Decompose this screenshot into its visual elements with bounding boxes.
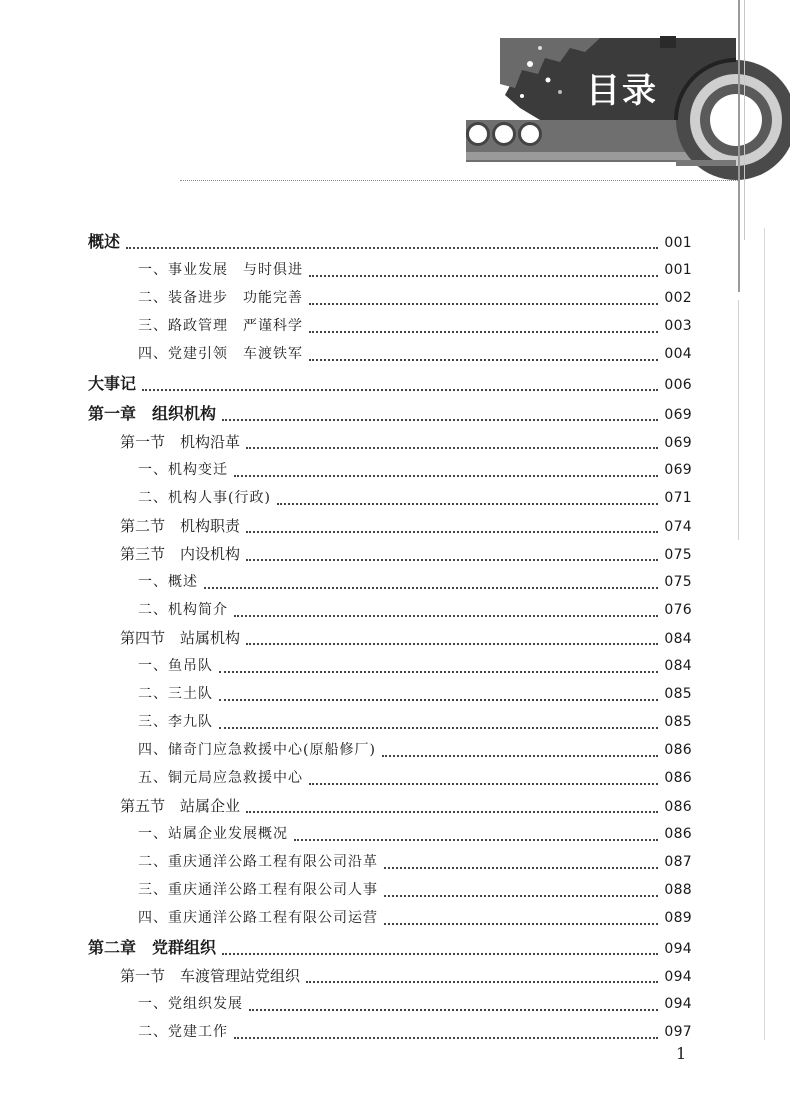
toc-entry[interactable] bbox=[138, 990, 692, 1018]
dot-leader bbox=[234, 475, 658, 477]
dot-leader bbox=[204, 587, 658, 589]
toc-entry-label: 一、党组织发展 bbox=[138, 996, 243, 1012]
toc-entry-label: 一、事业发展 与时俱进 bbox=[138, 262, 303, 278]
dot-leader bbox=[306, 981, 658, 983]
toc-entry[interactable] bbox=[120, 624, 692, 652]
toc-entry[interactable] bbox=[138, 312, 692, 340]
toc-entry-page: 074 bbox=[664, 519, 692, 535]
toc-entry-label: 一、站属企业发展概况 bbox=[138, 826, 288, 842]
toc-entry-page: 069 bbox=[664, 435, 692, 451]
dot-leader bbox=[384, 867, 658, 869]
page-number: 1 bbox=[676, 1044, 687, 1063]
toc-entry-page: 006 bbox=[664, 377, 692, 393]
toc-entry-page: 097 bbox=[664, 1024, 692, 1040]
dot-leader bbox=[246, 531, 658, 533]
toc-entry[interactable] bbox=[138, 736, 692, 764]
toc-entry[interactable] bbox=[138, 820, 692, 848]
circle-icon bbox=[466, 122, 490, 146]
toc-entry-page: 084 bbox=[664, 631, 692, 647]
toc-entry-page: 086 bbox=[664, 742, 692, 758]
dot-leader bbox=[249, 1009, 658, 1011]
dot-leader bbox=[309, 783, 658, 785]
toc-entry-label: 第一节 车渡管理站党组织 bbox=[120, 967, 301, 985]
dot-leader bbox=[126, 247, 658, 249]
dot-leader bbox=[277, 503, 658, 505]
margin-rule bbox=[738, 300, 739, 540]
dot-leader bbox=[294, 839, 658, 841]
dot-leader bbox=[219, 727, 658, 729]
toc-entry[interactable] bbox=[88, 228, 692, 256]
toc-entry[interactable] bbox=[138, 256, 692, 284]
toc-entry[interactable] bbox=[138, 764, 692, 792]
toc-entry[interactable] bbox=[120, 962, 692, 990]
toc-entry-page: 069 bbox=[664, 462, 692, 478]
dot-leader bbox=[309, 359, 658, 361]
toc-entry-label: 四、重庆通洋公路工程有限公司运营 bbox=[138, 910, 378, 926]
dot-leader bbox=[246, 559, 658, 561]
toc-entry-page: 089 bbox=[664, 910, 692, 926]
toc-entry[interactable] bbox=[138, 456, 692, 484]
dot-leader bbox=[384, 895, 658, 897]
toc-entry-page: 088 bbox=[664, 882, 692, 898]
toc-entry-page: 094 bbox=[664, 969, 692, 985]
toc-entry[interactable] bbox=[138, 904, 692, 932]
toc-entry[interactable] bbox=[138, 680, 692, 708]
toc-entry-label: 一、鱼吊队 bbox=[138, 658, 213, 674]
toc-entry[interactable] bbox=[138, 340, 692, 368]
decorative-circles bbox=[466, 122, 542, 146]
toc-entry-page: 087 bbox=[664, 854, 692, 870]
toc-entry-label: 二、装备进步 功能完善 bbox=[138, 290, 303, 306]
toc-entry[interactable] bbox=[88, 370, 692, 398]
dot-leader bbox=[309, 275, 658, 277]
header-graphic bbox=[0, 0, 790, 240]
page-title: 目录 bbox=[586, 71, 658, 111]
toc-entry-page: 069 bbox=[664, 407, 692, 423]
dot-leader bbox=[309, 331, 658, 333]
toc-entry-label: 一、概述 bbox=[138, 574, 198, 590]
toc-entry[interactable] bbox=[138, 848, 692, 876]
toc-entry-page: 075 bbox=[664, 574, 692, 590]
margin-rule bbox=[764, 228, 765, 1040]
toc-entry-page: 086 bbox=[664, 826, 692, 842]
toc-entry-label: 二、党建工作 bbox=[138, 1024, 228, 1040]
toc-entry-label: 第一节 机构沿革 bbox=[120, 433, 241, 451]
toc-entry-label: 第一章 组织机构 bbox=[88, 404, 217, 423]
dot-leader bbox=[219, 699, 658, 701]
toc-entry-label: 一、机构变迁 bbox=[138, 462, 228, 478]
toc-entry-label: 第二节 机构职责 bbox=[120, 517, 241, 535]
header-decoration bbox=[0, 0, 790, 240]
toc-entry[interactable] bbox=[138, 284, 692, 312]
toc-entry-page: 086 bbox=[664, 799, 692, 815]
toc-entry-page: 084 bbox=[664, 658, 692, 674]
toc-entry-label: 二、机构人事(行政) bbox=[138, 490, 271, 506]
toc-entry[interactable] bbox=[138, 708, 692, 736]
dot-leader bbox=[222, 419, 658, 421]
toc-entry[interactable] bbox=[120, 792, 692, 820]
dot-leader bbox=[234, 615, 658, 617]
toc-entry-label: 四、党建引领 车渡铁军 bbox=[138, 346, 303, 362]
toc-entry-label: 第二章 党群组织 bbox=[88, 938, 217, 957]
toc-entry-page: 002 bbox=[664, 290, 692, 306]
toc-entry[interactable] bbox=[88, 934, 692, 962]
toc-entry-label: 第四节 站属机构 bbox=[120, 629, 241, 647]
toc-entry-label: 概述 bbox=[88, 232, 121, 251]
toc-entry-page: 001 bbox=[664, 262, 692, 278]
toc-entry[interactable] bbox=[138, 596, 692, 624]
toc-entry-label: 三、李九队 bbox=[138, 714, 213, 730]
dot-leader bbox=[234, 1037, 658, 1039]
toc-entry-label: 五、铜元局应急救援中心 bbox=[138, 770, 303, 786]
toc-entry[interactable] bbox=[138, 1018, 692, 1046]
dot-leader bbox=[246, 447, 658, 449]
toc-entry-label: 三、重庆通洋公路工程有限公司人事 bbox=[138, 882, 378, 898]
header-divider bbox=[180, 180, 740, 181]
dot-leader bbox=[219, 671, 658, 673]
toc-entry[interactable] bbox=[138, 652, 692, 680]
toc-entry[interactable] bbox=[120, 512, 692, 540]
toc-entry-page: 085 bbox=[664, 714, 692, 730]
toc-entry-label: 二、机构简介 bbox=[138, 602, 228, 618]
toc-entry[interactable] bbox=[120, 540, 692, 568]
dot-leader bbox=[222, 953, 658, 955]
toc-entry-label: 二、重庆通洋公路工程有限公司沿革 bbox=[138, 854, 378, 870]
toc-entry-page: 086 bbox=[664, 770, 692, 786]
toc-entry[interactable] bbox=[88, 400, 692, 428]
toc-entry-page: 076 bbox=[664, 602, 692, 618]
toc-entry[interactable] bbox=[138, 484, 692, 512]
toc-entry[interactable] bbox=[138, 568, 692, 596]
toc-entry[interactable] bbox=[120, 428, 692, 456]
toc-entry-page: 001 bbox=[664, 235, 692, 251]
toc-entry-label: 第三节 内设机构 bbox=[120, 545, 241, 563]
dot-leader bbox=[246, 811, 658, 813]
toc-entry-label: 大事记 bbox=[88, 374, 137, 393]
toc-entry-label: 三、路政管理 严谨科学 bbox=[138, 318, 303, 334]
toc-entry-label: 第五节 站属企业 bbox=[120, 797, 241, 815]
dot-leader bbox=[384, 923, 658, 925]
toc-entry-label: 二、三土队 bbox=[138, 686, 213, 702]
circle-icon bbox=[518, 122, 542, 146]
vertical-rule bbox=[738, 0, 740, 292]
toc-entry-page: 085 bbox=[664, 686, 692, 702]
dot-leader bbox=[142, 389, 658, 391]
toc-entry-page: 071 bbox=[664, 490, 692, 506]
toc-entry-page: 075 bbox=[664, 547, 692, 563]
dot-leader bbox=[382, 755, 658, 757]
toc-entry-page: 003 bbox=[664, 318, 692, 334]
toc-entry-label: 四、储奇门应急救援中心(原船修厂) bbox=[138, 742, 376, 758]
toc-entry-page: 004 bbox=[664, 346, 692, 362]
toc-entry[interactable] bbox=[138, 876, 692, 904]
dot-leader bbox=[309, 303, 658, 305]
toc-entry-page: 094 bbox=[664, 996, 692, 1012]
circle-icon bbox=[492, 122, 516, 146]
toc-entry-page: 094 bbox=[664, 941, 692, 957]
vertical-rule bbox=[744, 0, 745, 240]
dot-leader bbox=[246, 643, 658, 645]
